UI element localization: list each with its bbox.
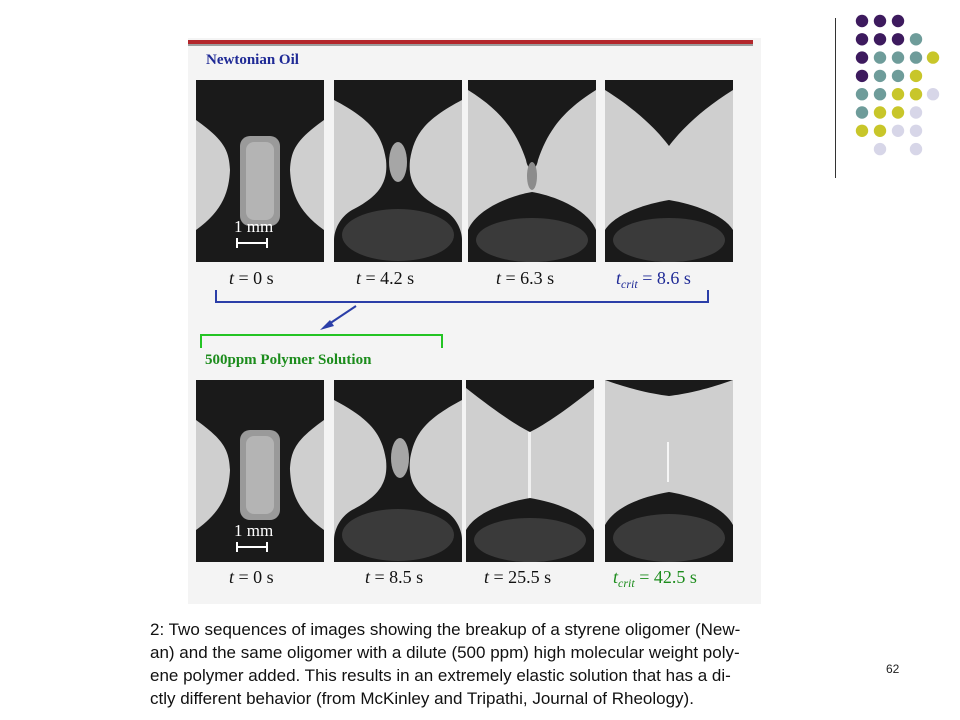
decorative-dot <box>910 51 922 63</box>
decorative-dot <box>856 125 868 137</box>
time-label-top-3: t = 6.3 s <box>496 268 555 288</box>
decorative-dot <box>892 15 904 27</box>
decorative-dot <box>910 70 922 82</box>
photo-newtonian-t2 <box>468 80 596 262</box>
decorative-dot <box>910 33 922 45</box>
decorative-dot <box>874 106 886 118</box>
decorative-dot <box>874 33 886 45</box>
polymer-solution-title: 500ppm Polymer Solution <box>205 352 372 368</box>
decorative-dot <box>874 70 886 82</box>
decorative-dot <box>856 51 868 63</box>
decorative-dot <box>856 106 868 118</box>
time-label-bottom-crit: $t_{crit} = 42.5$ s <box>613 567 697 590</box>
photo-polymer-t2 <box>466 380 594 562</box>
decorative-dot <box>856 88 868 100</box>
decorative-dot <box>892 33 904 45</box>
decorative-dot <box>910 106 922 118</box>
decorative-dot <box>927 51 939 63</box>
decorative-dot <box>874 88 886 100</box>
time-label-bottom-2: t = 8.5 s <box>365 567 424 587</box>
decorative-dot <box>892 88 904 100</box>
decorative-dot <box>874 51 886 63</box>
decorative-dot <box>856 15 868 27</box>
photo-polymer-tcrit <box>605 380 733 562</box>
scale-bar-top <box>236 242 268 244</box>
scale-bar-bottom <box>236 546 268 548</box>
decorative-dot <box>856 70 868 82</box>
time-label-top-1: t = 0 s <box>229 268 274 288</box>
decorative-dot <box>892 125 904 137</box>
photo-newtonian-tcrit <box>605 80 733 262</box>
photo-polymer-t1 <box>334 380 462 562</box>
scale-label-bottom: 1 mm <box>234 521 274 540</box>
decorative-vertical-line <box>835 18 836 178</box>
newtonian-oil-title: Newtonian Oil <box>206 52 299 68</box>
time-label-top-crit: $t_{crit} = 8.6$ s <box>616 268 691 291</box>
decorative-dot <box>910 143 922 155</box>
caption-line-3: ene polymer added. This results in an extremely elastic solution that has a di- <box>150 666 731 685</box>
decorative-dot <box>892 51 904 63</box>
caption-line-4: ctly different behavior (from McKinley and Tripathi, Journal of Rheology). <box>150 689 694 708</box>
page-number: 62 <box>886 662 900 676</box>
decorative-dot <box>910 88 922 100</box>
decorative-dot <box>874 143 886 155</box>
caption-line-2: an) and the same oligomer with a dilute (500 ppm) high molecular weight poly- <box>150 643 740 662</box>
figure-caption <box>150 618 750 710</box>
decorative-dot <box>910 125 922 137</box>
decorative-dot <box>874 125 886 137</box>
decorative-dot <box>892 106 904 118</box>
decorative-dot <box>874 15 886 27</box>
figure-top-rule-shadow <box>188 44 753 46</box>
time-label-bottom-3: t = 25.5 s <box>484 567 552 587</box>
caption-line-1: 2: Two sequences of images showing the breakup of a styrene oligomer (New- <box>150 620 741 639</box>
time-label-bottom-1: t = 0 s <box>229 567 274 587</box>
decorative-dot <box>856 33 868 45</box>
scale-label-top: 1 mm <box>234 217 274 236</box>
time-label-top-2: t = 4.2 s <box>356 268 415 288</box>
decorative-dot <box>892 70 904 82</box>
photo-newtonian-t1 <box>334 80 462 262</box>
decorative-dot <box>927 88 939 100</box>
